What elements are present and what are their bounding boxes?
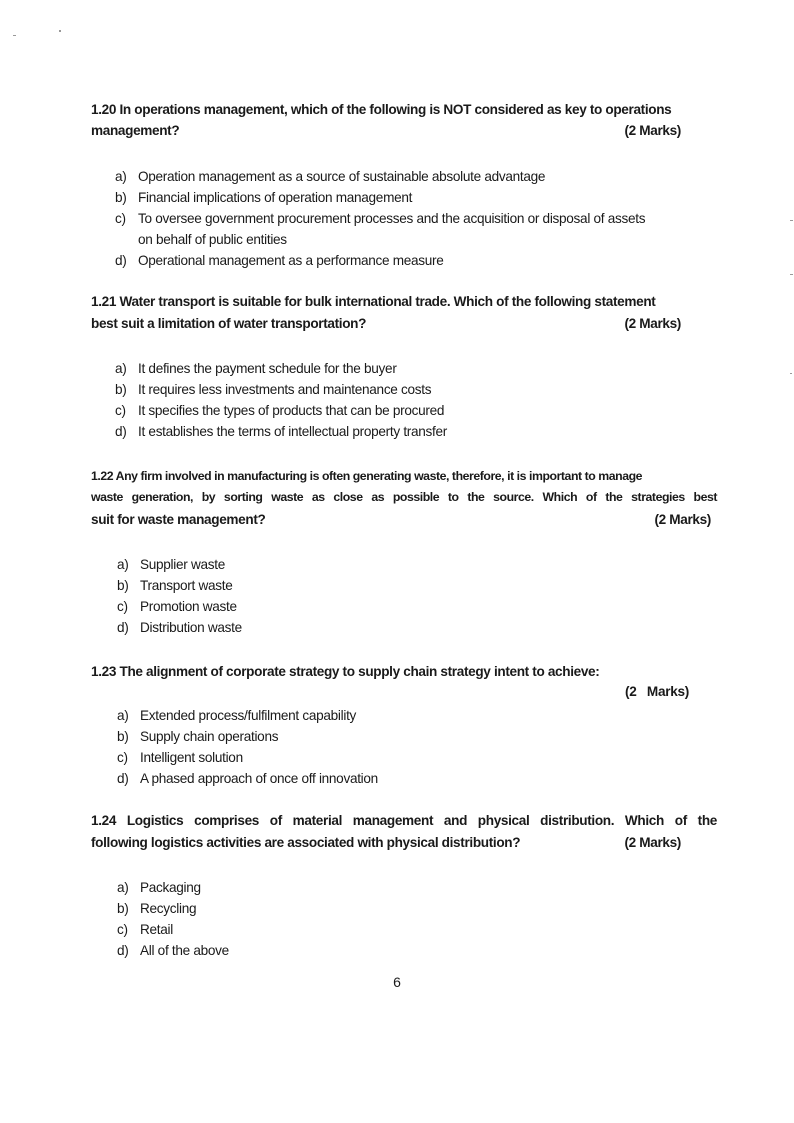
option-d xyxy=(115,250,715,271)
option-label: b) xyxy=(117,729,129,744)
option-d xyxy=(117,617,717,638)
option-a xyxy=(117,554,717,575)
question-stem-text: suit for waste management? xyxy=(91,512,266,527)
question-stem: 1.23 The alignment of corporate strategy to supply chain strategy intent to achieve: xyxy=(91,664,600,679)
option-label: c) xyxy=(115,403,126,418)
question-stem-line2: waste generation, by sorting waste as close as possible to the source. Which of the strategies best xyxy=(91,490,717,504)
question-stem-line2 xyxy=(91,313,717,334)
scan-artifact xyxy=(790,220,793,221)
option-label: d) xyxy=(117,943,129,958)
option-label: b) xyxy=(115,382,127,397)
option-label: c) xyxy=(115,211,126,226)
option-b xyxy=(117,575,717,596)
option-label: c) xyxy=(117,750,128,765)
options-list xyxy=(117,554,717,638)
marks-badge: (2 Marks) xyxy=(625,684,689,699)
option-c xyxy=(115,400,715,421)
options-list xyxy=(115,166,715,271)
question-stem-text: best suit a limitation of water transportation? xyxy=(91,316,367,331)
option-text: Operation management as a source of sustainable absolute advantage xyxy=(138,169,546,184)
scan-artifact xyxy=(13,35,16,36)
option-label: b) xyxy=(117,578,129,593)
option-text: Transport waste xyxy=(140,578,233,593)
option-text-line2: on behalf of public entities xyxy=(138,232,287,247)
option-text: To oversee government procurement processes and the acquisition or disposal of assets xyxy=(138,211,646,226)
option-text: It defines the payment schedule for the buyer xyxy=(138,361,397,376)
option-a xyxy=(115,358,715,379)
option-text: Supply chain operations xyxy=(140,729,279,744)
question-stem-line2 xyxy=(91,120,717,141)
option-label: d) xyxy=(117,771,129,786)
option-text: All of the above xyxy=(140,943,229,958)
option-text: Promotion waste xyxy=(140,599,237,614)
option-b xyxy=(115,187,715,208)
option-d xyxy=(117,768,717,789)
marks-badge: (2 Marks) xyxy=(624,835,681,850)
option-label: d) xyxy=(115,424,127,439)
option-text: It establishes the terms of intellectual property transfer xyxy=(138,424,448,439)
option-label: b) xyxy=(117,901,129,916)
option-text: Packaging xyxy=(140,880,201,895)
scan-artifact xyxy=(790,274,793,275)
options-list xyxy=(115,358,715,442)
page-number: 6 xyxy=(393,974,401,990)
question-stem: 1.22 Any firm involved in manufacturing is often generating waste, therefore, it is important to manage xyxy=(91,469,643,483)
option-label: d) xyxy=(115,253,127,268)
scan-artifact xyxy=(59,30,61,32)
option-c xyxy=(117,596,717,617)
option-b xyxy=(115,379,715,400)
option-c xyxy=(117,919,717,940)
option-text: Retail xyxy=(140,922,173,937)
option-text: Extended process/fulfilment capability xyxy=(140,708,357,723)
option-text: A phased approach of once off innovation xyxy=(140,771,378,786)
marks-badge: (2 Marks) xyxy=(624,123,681,138)
option-a xyxy=(115,166,715,187)
option-d xyxy=(117,940,717,961)
option-text: Financial implications of operation management xyxy=(138,190,413,205)
option-c xyxy=(115,208,715,250)
marks-badge: (2 Marks) xyxy=(654,512,711,527)
option-label: a) xyxy=(115,361,127,376)
option-label: c) xyxy=(117,599,128,614)
option-label: b) xyxy=(115,190,127,205)
option-b xyxy=(117,898,717,919)
option-text: It requires less investments and maintenance costs xyxy=(138,382,432,397)
question-stem: 1.20 In operations management, which of the following is NOT considered as key to operations xyxy=(91,102,672,117)
option-c xyxy=(117,747,717,768)
option-label: d) xyxy=(117,620,129,635)
option-d xyxy=(115,421,715,442)
option-text: Distribution waste xyxy=(140,620,242,635)
question-stem-text: following logistics activities are associated with physical distribution? xyxy=(91,835,521,850)
option-a xyxy=(117,705,717,726)
option-label: a) xyxy=(117,708,129,723)
option-label: a) xyxy=(117,880,129,895)
question-stem-line3 xyxy=(91,509,717,530)
option-b xyxy=(117,726,717,747)
option-text: Supplier waste xyxy=(140,557,225,572)
option-label: a) xyxy=(115,169,127,184)
scan-artifact xyxy=(790,373,792,374)
option-text: Intelligent solution xyxy=(140,750,243,765)
question-stem: 1.21 Water transport is suitable for bulk international trade. Which of the following statement xyxy=(91,294,656,309)
marks-badge: (2 Marks) xyxy=(624,316,681,331)
option-label: a) xyxy=(117,557,129,572)
option-a xyxy=(117,877,717,898)
option-text: Recycling xyxy=(140,901,197,916)
option-text: It specifies the types of products that can be procured xyxy=(138,403,445,418)
options-list xyxy=(117,705,717,789)
option-label: c) xyxy=(117,922,128,937)
options-list xyxy=(117,877,717,961)
question-stem: 1.24 Logistics comprises of material management and physical distribution. Which of the xyxy=(91,813,717,828)
question-stem-text: management? xyxy=(91,123,180,138)
question-stem-line2 xyxy=(91,832,717,853)
option-text: Operational management as a performance measure xyxy=(138,253,444,268)
